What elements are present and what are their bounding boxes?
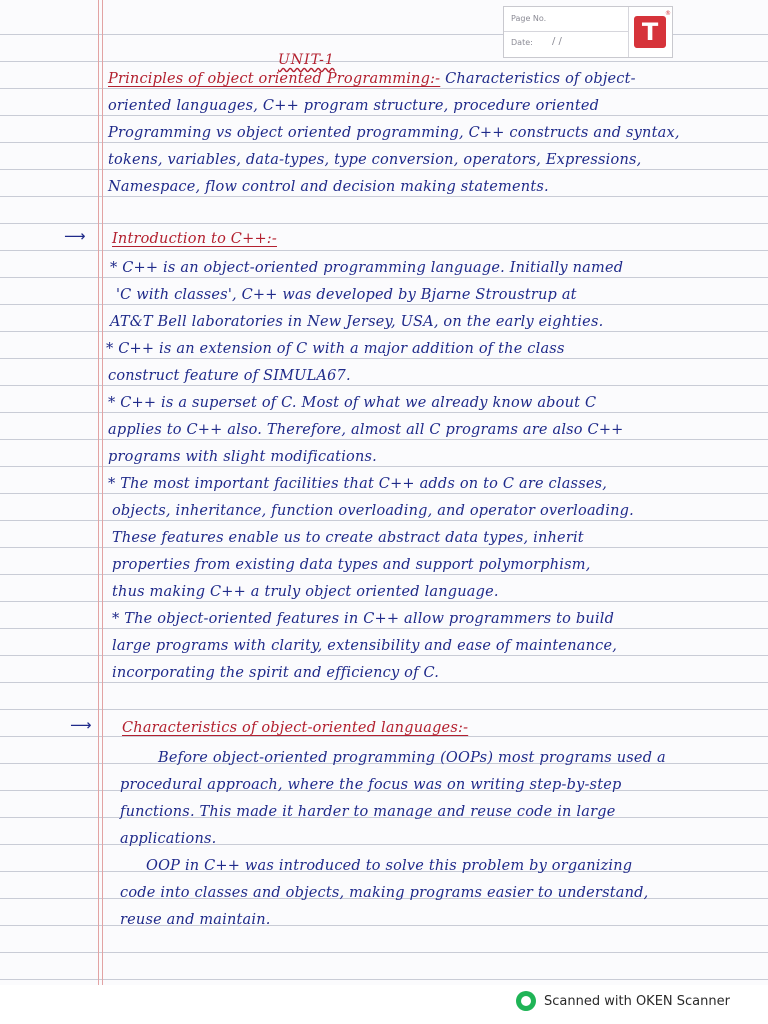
oken-scanner-logo-icon [516,991,536,1011]
intro-line-10: objects, inheritance, function overloading, and operator overloading. [112,503,634,519]
intro-line-4: * C++ is an extension of C with a major addition of the class [106,341,565,357]
intro-line-5: construct feature of SIMULA67. [108,368,351,384]
principles-line-5: Namespace, flow control and decision making statements. [108,179,549,195]
characteristics-line-5: OOP in C++ was introduced to solve this problem by organizing [146,858,633,874]
characteristics-line-3: functions. This made it harder to manage and reuse code in large [120,804,616,820]
principles-line-1 [108,71,636,87]
date-value: / / [552,36,562,47]
scanner-footer-text: Scanned with OKEN Scanner [544,993,730,1009]
intro-line-7: applies to C++ also. Therefore, almost all C programs are also C++ [108,422,624,438]
arrow-right-icon: ⟶ [64,227,86,245]
unit-title: UNIT-1 [278,52,335,68]
intro-line-11: These features enable us to create abstract data types, inherit [112,530,584,546]
intro-line-12: properties from existing data types and support polymorphism, [112,557,591,573]
arrow-right-icon: ⟶ [70,716,92,734]
intro-line-15: large programs with clarity, extensibility and ease of maintenance, [112,638,618,654]
intro-line-2: 'C with classes', C++ was developed by Bjarne Stroustrup at [116,287,577,303]
intro-line-3: AT&T Bell laboratories in New Jersey, USA, on the early eighties. [110,314,604,330]
characteristics-line-7: reuse and maintain. [120,912,271,928]
intro-line-9: * The most important facilities that C++ adds on to C are classes, [108,476,608,492]
brand-logo-icon: T [634,16,666,48]
characteristics-line-4: applications. [120,831,217,847]
date-label: Date: [511,38,533,47]
principles-line-3: Programming vs object oriented programming, C++ constructs and syntax, [108,125,680,141]
intro-line-8: programs with slight modifications. [108,449,377,465]
intro-line-16: incorporating the spirit and efficiency of C. [112,665,440,681]
principles-line-4: tokens, variables, data-types, type conversion, operators, Expressions, [108,152,642,168]
scanner-footer [516,990,730,1012]
margin-line-inner [102,0,103,985]
header-divider [504,31,628,32]
header-vertical-divider [628,7,629,57]
intro-line-13: thus making C++ a truly object oriented language. [112,584,499,600]
registered-mark: ® [665,10,671,17]
principles-line-2: oriented languages, C++ program structure, procedure oriented [108,98,600,114]
intro-line-1: * C++ is an object-oriented programming language. Initially named [110,260,624,276]
characteristics-line-6: code into classes and objects, making programs easier to understand, [120,885,649,901]
principles-heading: Principles of object oriented Programming:- [108,71,441,87]
margin-line [98,0,99,985]
intro-line-14: * The object-oriented features in C++ allow programmers to build [112,611,615,627]
characteristics-heading: Characteristics of object-oriented languages:- [122,720,469,736]
page-no-label: Page No. [511,14,547,23]
principles-text: Characteristics of object- [440,71,636,87]
intro-line-6: * C++ is a superset of C. Most of what we already know about C [108,395,597,411]
characteristics-line-2: procedural approach, where the focus was on writing step-by-step [120,777,622,793]
page-header-box [503,6,673,58]
intro-heading: Introduction to C++:- [112,231,277,247]
characteristics-line-1: Before object-oriented programming (OOPs) most programs used a [158,750,666,766]
